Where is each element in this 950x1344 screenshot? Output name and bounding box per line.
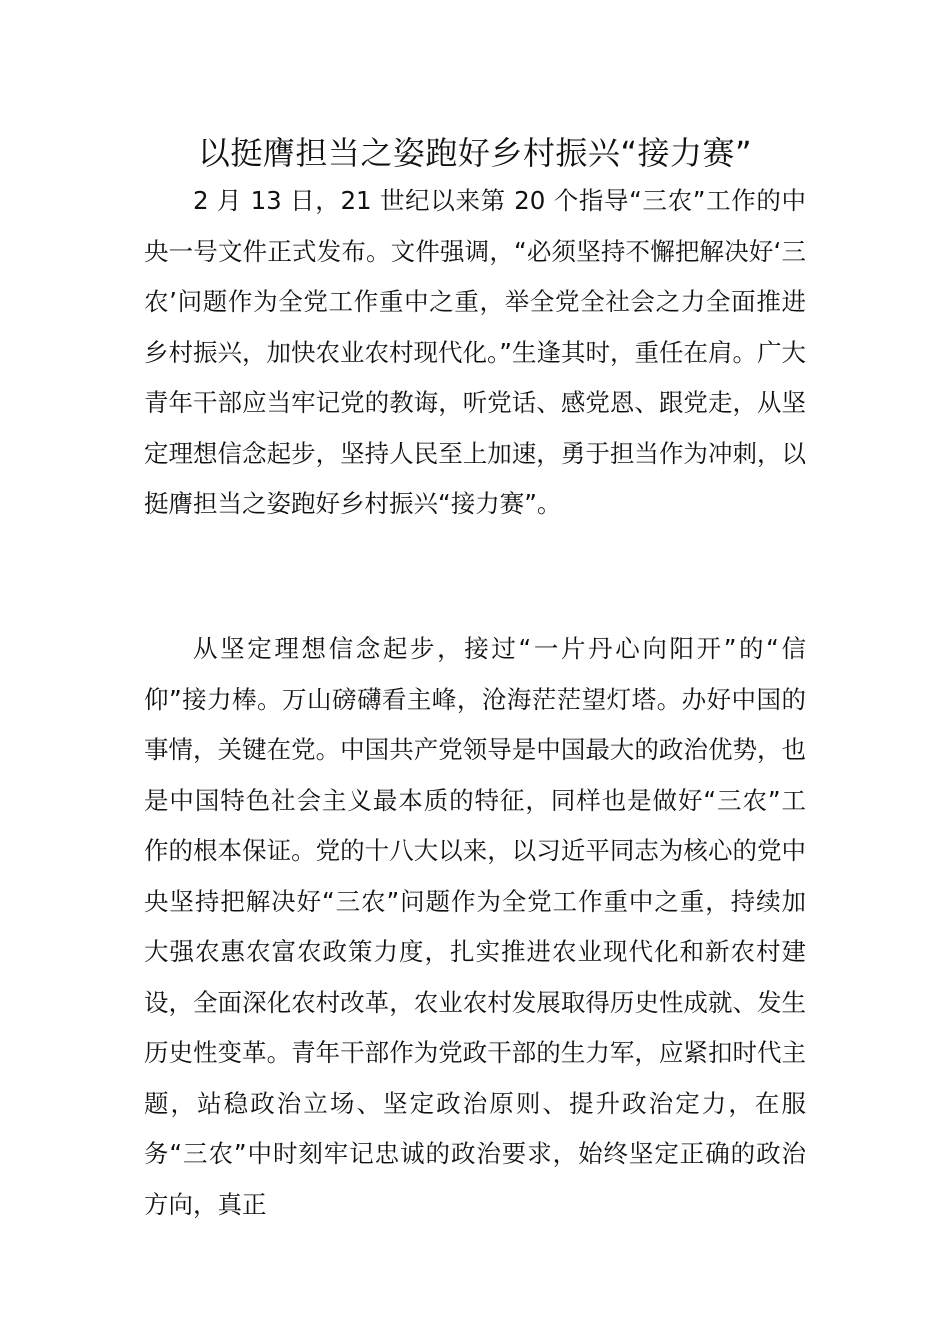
paragraph-1: 2 月 13 日，21 世纪以来第 20 个指导“三农”工作的中央一号文件正式发布。文件强调，“必须坚持不懈把解决好‘三农’问题作为全党工作重中之重，举全党全社会之力全面推进乡村振兴，加快农业农村现代化。”生逢其时，重任在肩。广大青年干部应当牢记党的教诲，听党话、感党恩、跟党走，从坚定理想信念起步，坚持人民至上加速，勇于担当作为冲刺，以挺膺担当之姿跑好乡村振兴“接力赛”。 [144, 186, 806, 518]
document-title: 以挺膺担当之姿跑好乡村振兴“接力赛” [197, 134, 753, 172]
paragraph-2: 从坚定理想信念起步，接过“一片丹心向阳开”的“信仰”接力棒。万山磅礴看主峰，沧海茫茫望灯塔。办好中国的事情，关键在党。中国共产党领导是中国最大的政治优势，也是中国特色社会主义最本质的特征，同样也是做好“三农”工作的根本保证。党的十八大以来，以习近平同志为核心的党中央坚持把解决好“三农”问题作为全党工作重中之重，持续加大强农惠农富农政策力度，扎实推进农业现代化和新农村建设，全面深化农村改革，农业农村发展取得历史性成就、发生历史性变革。青年干部作为党政干部的生力军，应紧扣时代主题，站稳政治立场、坚定政治原则、提升政治定力，在服务“三农”中时刻牢记忠诚的政治要求，始终坚定正确的政治方向，真正 [144, 634, 806, 1219]
